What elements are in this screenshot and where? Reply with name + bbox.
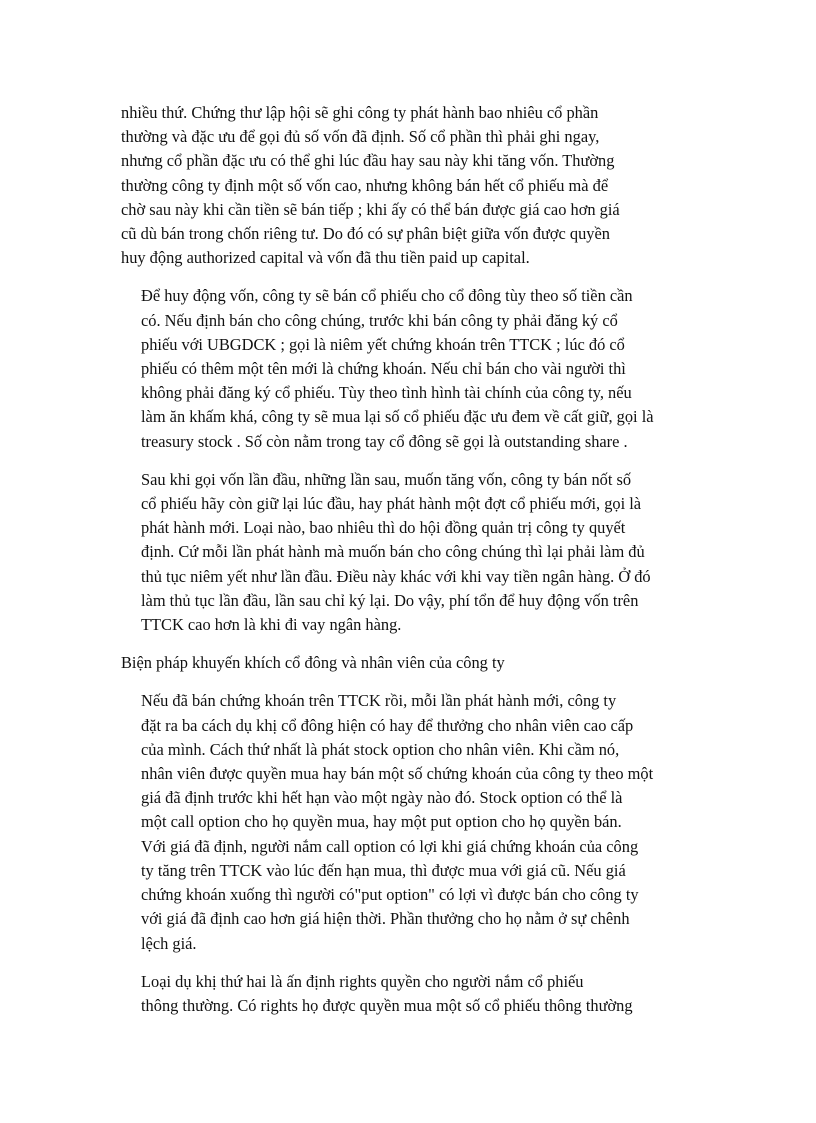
paragraph-5 — [121, 970, 706, 1018]
text-line: giá đã định trước khi hết hạn vào một ngày nào đó. Stock option có thể là — [141, 788, 623, 808]
section-heading — [121, 651, 706, 675]
text-line: Loại dụ khị thứ hai là ấn định rights quyền cho người nắm cổ phiếu — [141, 971, 584, 991]
text-line: làm ăn khấm khá, công ty sẽ mua lại số cổ phiếu đặc ưu đem về cất giữ, gọi là — [141, 407, 654, 427]
text-line: Với giá đã định, người nắm call option có lợi khi giá chứng khoán của công — [141, 836, 639, 856]
text-line: đặt ra ba cách dụ khị cổ đông hiện có hay để thưởng cho nhân viên cao cấp — [141, 715, 634, 735]
document-body — [121, 101, 706, 1032]
text-line: chờ sau này khi cần tiền sẽ bán tiếp ; khi ấy có thể bán được giá cao hơn giá — [121, 199, 620, 219]
text-line: thủ tục niêm yết như lần đầu. Điều này khác với khi vay tiền ngân hàng. Ở đó — [141, 566, 651, 586]
text-line: một call option cho họ quyền mua, hay một put option cho họ quyền bán. — [141, 812, 622, 832]
text-line: lệch giá. — [141, 933, 197, 953]
text-line: phiếu với UBGDCK ; gọi là niêm yết chứng khoán trên TTCK ; lúc đó cổ — [141, 334, 625, 354]
text-line: nhiều thứ. Chứng thư lập hội sẽ ghi công ty phát hành bao nhiêu cổ phần — [121, 103, 599, 122]
text-line: có. Nếu định bán cho công chúng, trước khi bán công ty phải đăng ký cổ — [141, 310, 618, 330]
text-line: thông thường. Có rights họ được quyền mua một số cổ phiếu thông thường — [141, 995, 633, 1015]
text-line: thường và đặc ưu để gọi đủ số vốn đã định. Số cổ phần thì phải ghi ngay, — [121, 127, 600, 147]
text-line: phiếu có thêm một tên mới là chứng khoán. Nếu chỉ bán cho vài người thì — [141, 359, 626, 379]
text-line: với giá đã định cao hơn giá hiện thời. Phần thưởng cho họ nằm ở sự chênh — [141, 909, 630, 929]
text-line: treasury stock . Số còn nằm trong tay cổ đông sẽ gọi là outstanding share . — [141, 431, 628, 451]
text-line: của mình. Cách thứ nhất là phát stock option cho nhân viên. Khi cầm nó, — [141, 739, 620, 759]
text-line: Để huy động vốn, công ty sẽ bán cổ phiếu cho cổ đông tùy theo số tiền cần — [141, 286, 633, 306]
paragraph-4 — [121, 689, 706, 955]
text-line: nhân viên được quyền mua hay bán một số chứng khoán của công ty theo một — [141, 764, 654, 784]
paragraph-1 — [121, 101, 706, 270]
text-line: nhưng cổ phần đặc ưu có thể ghi lúc đầu hay sau này khi tăng vốn. Thường — [121, 151, 615, 171]
text-line: Sau khi gọi vốn lần đầu, những lần sau, muốn tăng vốn, công ty bán nốt số — [141, 469, 632, 489]
text-line: ty tăng trên TTCK vào lúc đến hạn mua, thì được mua với giá cũ. Nếu giá — [141, 860, 626, 880]
text-line: không phải đăng ký cổ phiếu. Tùy theo tình hình tài chính của công ty, nếu — [141, 383, 632, 403]
text-line: huy động authorized capital và vốn đã thu tiền paid up capital. — [121, 248, 530, 268]
text-line: phát hành mới. Loại nào, bao nhiêu thì do hội đồng quản trị công ty quyết — [141, 518, 626, 538]
text-line: Nếu đã bán chứng khoán trên TTCK rồi, mỗi lần phát hành mới, công ty — [141, 691, 617, 711]
text-line: TTCK cao hơn là khi đi vay ngân hàng. — [141, 615, 402, 635]
text-line: thường công ty định một số vốn cao, nhưng không bán hết cổ phiếu mà để — [121, 175, 609, 195]
text-line: chứng khoán xuống thì người có"put option" có lợi vì được bán cho công ty — [141, 885, 639, 905]
heading-text: Biện pháp khuyến khích cổ đông và nhân viên của công ty — [121, 653, 505, 673]
text-line: định. Cứ mỗi lần phát hành mà muốn bán cho công chúng thì lại phải làm đủ — [141, 542, 645, 562]
paragraph-2 — [121, 284, 706, 453]
text-line: làm thủ tục lần đầu, lần sau chỉ ký lại. Do vậy, phí tổn để huy động vốn trên — [141, 590, 639, 610]
text-line: cũ dù bán trong chốn riêng tư. Do đó có sự phân biệt giữa vốn được quyền — [121, 224, 610, 244]
text-line: cổ phiếu hãy còn giữ lại lúc đầu, hay phát hành một đợt cổ phiếu mới, gọi là — [141, 494, 642, 514]
paragraph-3 — [121, 468, 706, 637]
